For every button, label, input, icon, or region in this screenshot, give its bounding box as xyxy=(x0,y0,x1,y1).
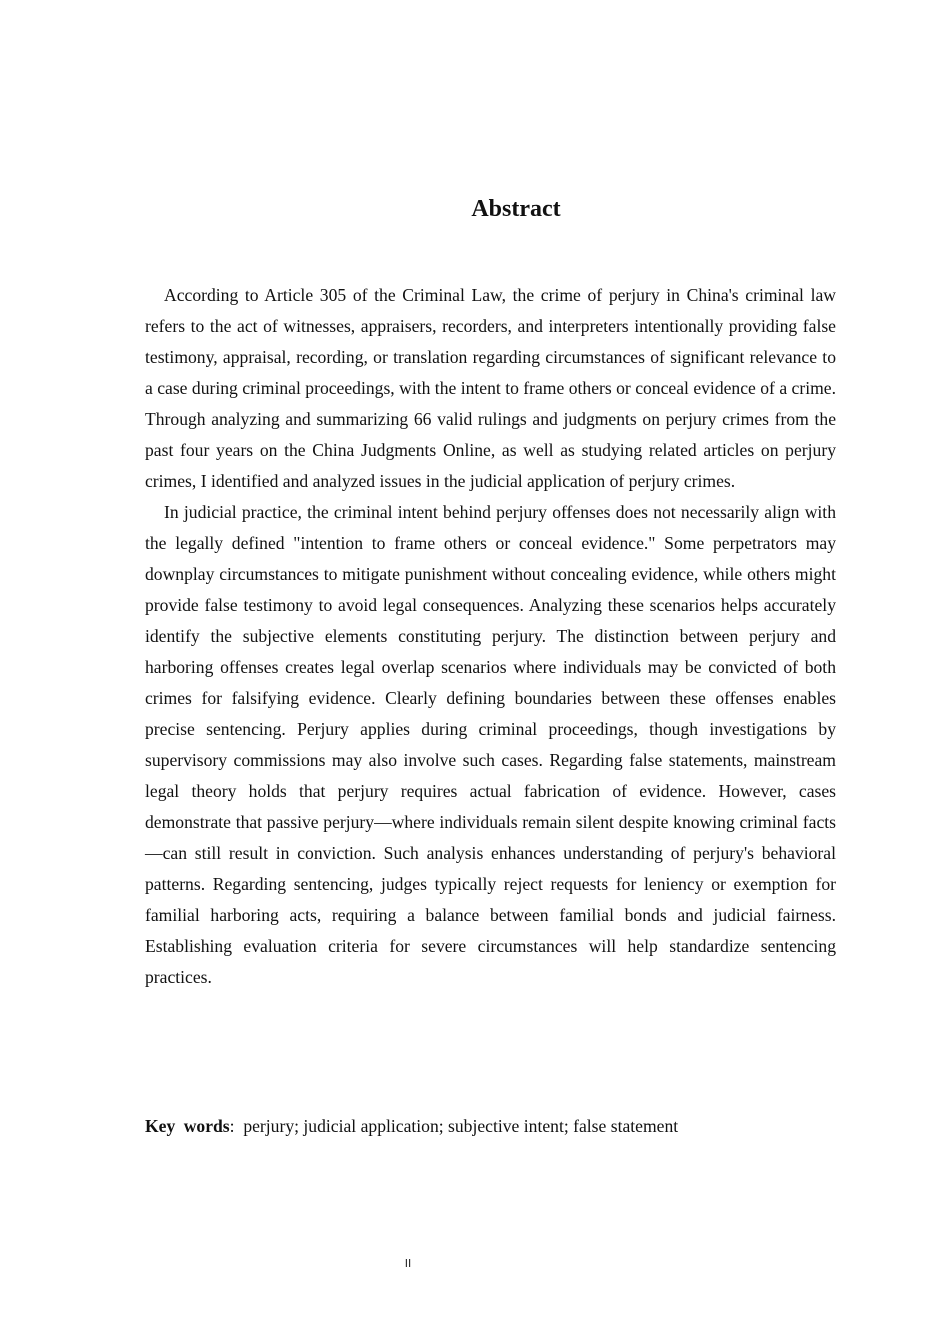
keywords-line xyxy=(145,1111,836,1142)
keywords-separator: : xyxy=(229,1116,235,1136)
abstract-paragraph-2: In judicial practice, the criminal intent behind perjury offenses does not necessarily align with the legally defined "intention to frame others or conceal evidence." Some perpetrators may downplay circumstances to mitigate punishment without concealing evidence, while others might provide false testimony to avoid legal consequences. Analyzing these scenarios helps accurately identify the subjective elements constituting perjury. The distinction between perjury and harboring offenses creates legal overlap scenarios where individuals may be convicted of both crimes for falsifying evidence. Clearly defining boundaries between these offenses enables precise sentencing. Perjury applies during criminal proceedings, though investigations by supervisory commissions may also involve such cases. Regarding false statements, mainstream legal theory holds that perjury requires actual fabrication of evidence. However, cases demonstrate that passive perjury—where individuals remain silent despite knowing criminal facts—can still result in conviction. Such analysis enhances understanding of perjury's behavioral patterns. Regarding sentencing, judges typically reject requests for leniency or exemption for familial harboring acts, requiring a balance between familial bonds and judicial fairness. Establishing evaluation criteria for severe circumstances will help standardize sentencing practices. xyxy=(145,502,836,987)
keywords-text: perjury; judicial application; subjective intent; false statement xyxy=(243,1116,679,1136)
keywords-label: Key words xyxy=(145,1116,230,1136)
page-number: II xyxy=(404,1257,412,1270)
abstract-paragraph-1: According to Article 305 of the Criminal Law, the crime of perjury in China's criminal law refers to the act of witnesses, appraisers, recorders, and interpreters intentionally providing false testimony, appraisal, recording, or translation regarding circumstances of significant relevance to a case during criminal proceedings, with the intent to frame others or conceal evidence of a crime. Through analyzing and summarizing 66 valid rulings and judgments on perjury crimes from the past four years on the China Judgments Online, as well as studying related articles on perjury crimes, I identified and analyzed issues in the judicial application of perjury crimes. xyxy=(145,285,836,491)
abstract-body xyxy=(145,280,836,993)
abstract-title: Abstract xyxy=(471,196,561,222)
